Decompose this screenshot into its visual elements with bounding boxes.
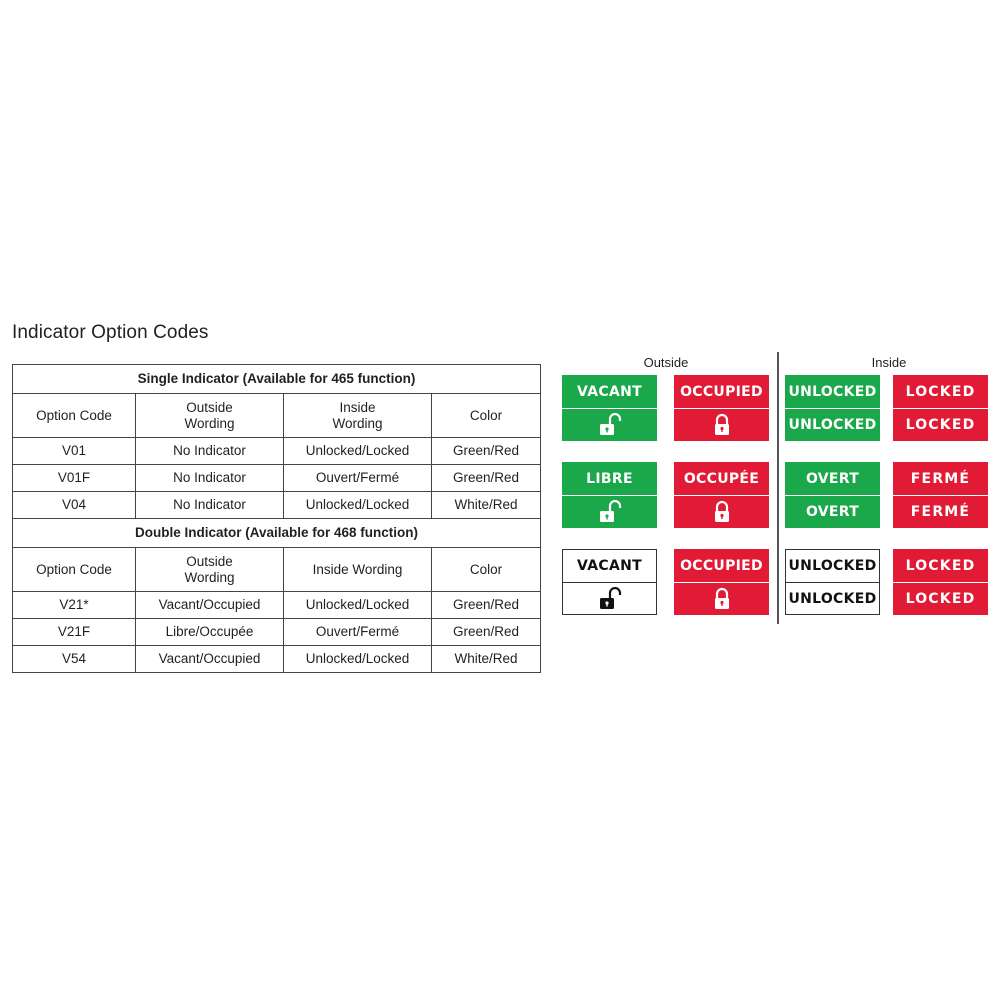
outside-sign-occupied <box>674 375 769 441</box>
inside-sign-unlocked <box>785 375 880 441</box>
column-header: Inside Wording <box>284 394 432 438</box>
locked-padlock-icon <box>674 495 769 528</box>
sign-label: OVERT <box>805 470 860 487</box>
table-row <box>13 646 541 673</box>
column-header: Outside Wording <box>136 394 284 438</box>
section-label: Single Indicator (Available for 465 function) <box>13 365 541 394</box>
sign-label: VACANT <box>577 383 642 400</box>
column-header: Color <box>432 394 541 438</box>
table-cell: Green/Red <box>432 465 541 492</box>
sign-label: UNLOCKED <box>785 408 880 441</box>
column-header-row <box>13 548 541 592</box>
locked-padlock-icon <box>674 408 769 441</box>
section-header-single <box>13 365 541 394</box>
table-row <box>13 592 541 619</box>
column-header: Inside Wording <box>284 548 432 592</box>
table-cell: V54 <box>13 646 136 673</box>
inside-sign-unlocked-white <box>785 549 880 615</box>
section-header-double <box>13 519 541 548</box>
inside-sign-overt <box>785 462 880 528</box>
sign-label: UNLOCKED <box>786 582 879 614</box>
table-cell: Green/Red <box>432 619 541 646</box>
table-cell: No Indicator <box>136 492 284 519</box>
table-cell: No Indicator <box>136 465 284 492</box>
sign-label: LOCKED <box>905 383 976 400</box>
sign-label: OVERT <box>785 495 880 528</box>
section-label: Double Indicator (Available for 468 function) <box>13 519 541 548</box>
table-cell: Vacant/Occupied <box>136 646 284 673</box>
outside-sign-vacant-white <box>562 549 657 615</box>
table-cell: V01F <box>13 465 136 492</box>
column-header: Color <box>432 548 541 592</box>
option-codes-table <box>12 364 541 673</box>
column-header: Option Code <box>13 548 136 592</box>
table-cell: V04 <box>13 492 136 519</box>
table-cell: Vacant/Occupied <box>136 592 284 619</box>
table-cell: White/Red <box>432 492 541 519</box>
sign-label: LIBRE <box>586 470 633 487</box>
inside-sign-ferme <box>893 462 988 528</box>
table-cell: Green/Red <box>432 438 541 465</box>
sign-label: VACANT <box>577 558 642 574</box>
sign-label: UNLOCKED <box>788 383 877 400</box>
table-row <box>13 619 541 646</box>
panel-divider <box>777 352 779 624</box>
column-header: Outside Wording <box>136 548 284 592</box>
sign-label: OCCUPIED <box>680 557 763 574</box>
outside-sign-occupee <box>674 462 769 528</box>
table-cell: Green/Red <box>432 592 541 619</box>
table-cell: V01 <box>13 438 136 465</box>
sign-label: UNLOCKED <box>788 558 877 574</box>
locked-padlock-icon <box>674 582 769 615</box>
inside-label: Inside <box>871 355 907 370</box>
sign-label: LOCKED <box>893 582 988 615</box>
table-cell: Unlocked/Locked <box>284 438 432 465</box>
table-cell: Ouvert/Fermé <box>284 619 432 646</box>
outside-sign-vacant <box>562 375 657 441</box>
table-cell: Unlocked/Locked <box>284 592 432 619</box>
inside-sign-locked <box>893 375 988 441</box>
unlocked-padlock-icon <box>562 495 657 528</box>
table-cell: Unlocked/Locked <box>284 646 432 673</box>
outside-sign-occupied-2 <box>674 549 769 615</box>
outside-label: Outside <box>643 355 689 370</box>
sign-label: OCCUPÉE <box>683 470 760 487</box>
sign-label: OCCUPIED <box>680 383 763 400</box>
sign-label: LOCKED <box>893 408 988 441</box>
outside-sign-libre <box>562 462 657 528</box>
unlocked-padlock-icon <box>563 582 656 614</box>
table-cell: Ouvert/Fermé <box>284 465 432 492</box>
column-header-row <box>13 394 541 438</box>
table-cell: V21F <box>13 619 136 646</box>
sign-label: FERMÉ <box>893 495 988 528</box>
table-cell: White/Red <box>432 646 541 673</box>
table-row <box>13 438 541 465</box>
table-cell: Unlocked/Locked <box>284 492 432 519</box>
table-row <box>13 492 541 519</box>
table-cell: No Indicator <box>136 438 284 465</box>
table-row <box>13 465 541 492</box>
table-cell: Libre/Occupée <box>136 619 284 646</box>
sign-label: LOCKED <box>905 557 976 574</box>
page-title: Indicator Option Codes <box>12 322 209 343</box>
inside-sign-locked-2 <box>893 549 988 615</box>
column-header: Option Code <box>13 394 136 438</box>
table-cell: V21* <box>13 592 136 619</box>
sign-label: FERMÉ <box>910 470 971 487</box>
unlocked-padlock-icon <box>562 408 657 441</box>
